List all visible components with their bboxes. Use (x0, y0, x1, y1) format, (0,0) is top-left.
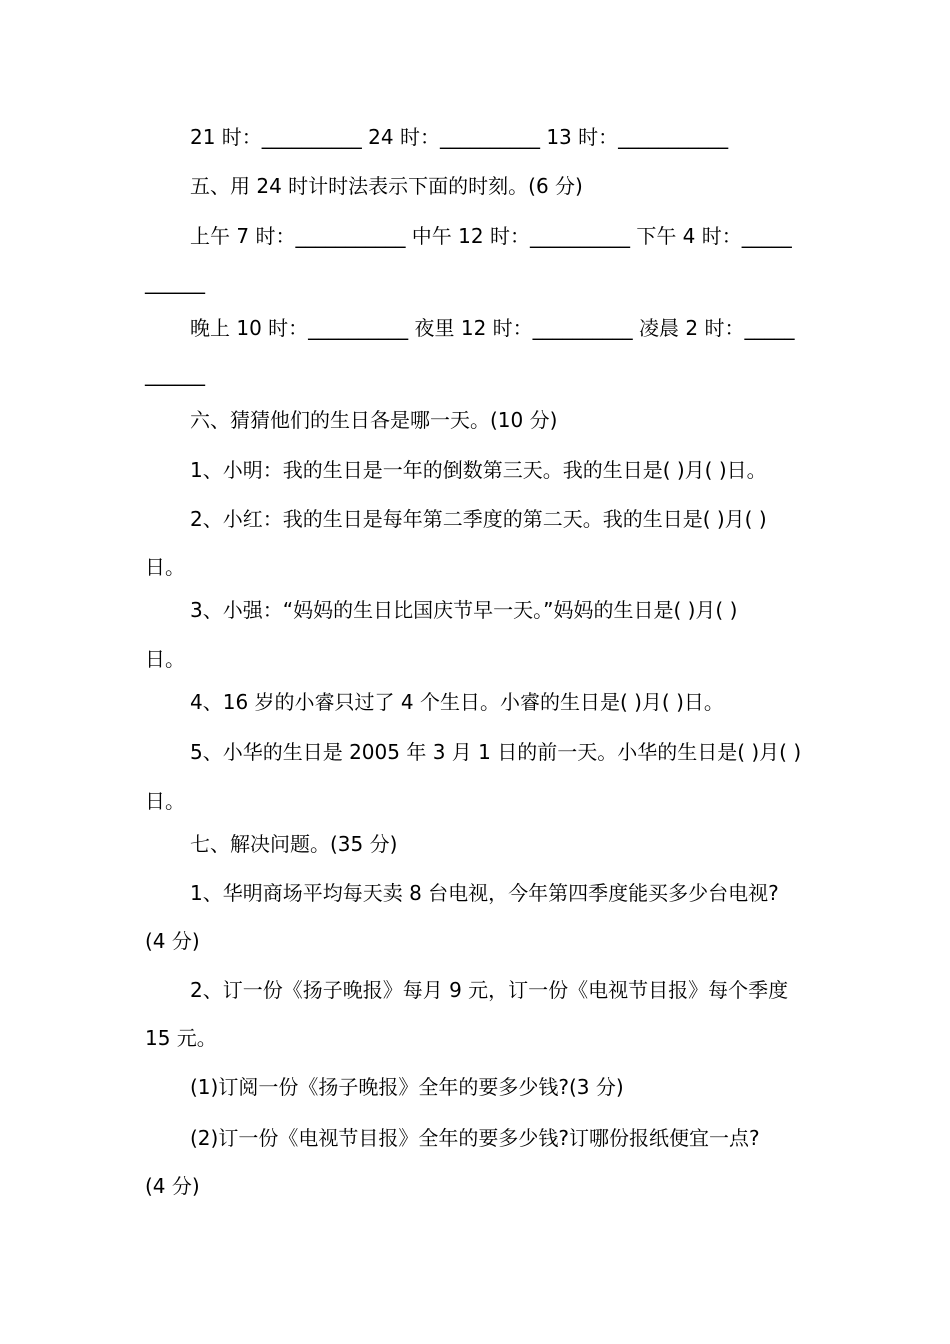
question-6-2-continued: 日。 (145, 555, 185, 579)
question-7-2-part-2: (2)订一份《电视节目报》全年的要多少钱?订哪份报纸便宜一点? (190, 1126, 760, 1150)
question-7-2: 2、订一份《扬子晚报》每月 9 元，订一份《电视节目报》每个季度 (190, 978, 789, 1002)
section-6-heading: 六、猜猜他们的生日各是哪一天。(10 分) (190, 408, 558, 432)
question-6-3-continued: 日。 (145, 647, 185, 671)
section-5-row-1-continued: ______ (145, 270, 205, 294)
section-5-row-1: 上午 7 时：___________ 中午 12 时：__________ 下午 4 时：_____ (190, 224, 792, 248)
question-7-2-part-1: (1)订阅一份《扬子晚报》全年的要多少钱?(3 分) (190, 1075, 624, 1099)
time-conversion-line: 21 时：__________ 24 时：__________ 13 时：___________ (190, 125, 729, 149)
section-5-row-2-continued: ______ (145, 362, 205, 386)
section-5-row-2: 晚上 10 时：__________ 夜里 12 时：__________ 凌晨 2 时：_____ (190, 316, 795, 340)
section-5-heading: 五、用 24 时计时法表示下面的时刻。(6 分) (190, 174, 583, 198)
question-7-2-part-2-continued: (4 分) (145, 1174, 200, 1198)
question-6-3: 3、小强：“妈妈的生日比国庆节早一天。”妈妈的生日是( )月( ) (190, 598, 738, 622)
question-7-1-continued: (4 分) (145, 929, 200, 953)
question-6-5: 5、小华的生日是 2005 年 3 月 1 日的前一天。小华的生日是( )月( ) (190, 740, 802, 764)
question-6-2: 2、小红：我的生日是每年第二季度的第二天。我的生日是( )月( ) (190, 507, 767, 531)
section-7-heading: 七、解决问题。(35 分) (190, 832, 398, 856)
question-6-1: 1、小明：我的生日是一年的倒数第三天。我的生日是( )月( )日。 (190, 458, 767, 482)
question-7-1: 1、华明商场平均每天卖 8 台电视，今年第四季度能买多少台电视? (190, 881, 779, 905)
question-6-4: 4、16 岁的小睿只过了 4 个生日。小睿的生日是( )月( )日。 (190, 690, 724, 714)
question-6-5-continued: 日。 (145, 789, 185, 813)
question-7-2-continued: 15 元。 (145, 1026, 217, 1050)
